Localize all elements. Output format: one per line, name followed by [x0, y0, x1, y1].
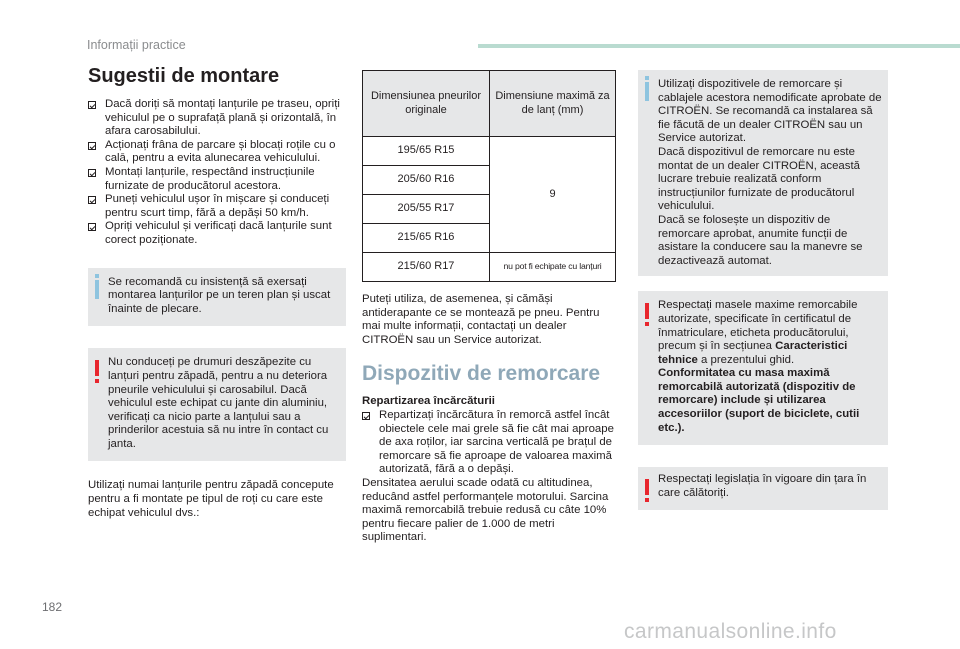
list-item: Puneți vehiculul ușor în mișcare și conduceți pentru scurt timp, fără a depăși 50 km/h. — [88, 193, 346, 220]
warning-note: Respectați legislația în vigoare din țara în care călătoriți. — [638, 467, 888, 510]
checkbox-bullet-icon — [88, 196, 96, 204]
mass-compliance-statement: Conformitatea cu masa maximă remorcabilă autorizată (dispozitiv de remorcare) include și utilizarea accesoriilor (suport de biciclete, cutii etc.). — [658, 367, 860, 434]
header-rule — [478, 44, 960, 48]
column-header-link-size: Dimensiune maximă za de lanț (mm) — [490, 71, 616, 137]
tire-size-cell: 215/65 R16 — [363, 224, 490, 253]
watermark: carmanualsonline.info — [624, 620, 837, 643]
left-column — [88, 64, 346, 520]
info-icon — [645, 82, 649, 101]
info-note: Se recomandă cu insistență să exersați montarea lanțurilor pe un teren plan și uscat înainte de plecare. — [88, 268, 346, 327]
max-link-size-cell: 9 — [490, 137, 616, 253]
table-row — [363, 253, 616, 282]
tire-size-cell: 205/60 R16 — [363, 166, 490, 195]
list-item: Acționați frâna de parcare și blocați roțile cu o calā, pentru a evita alunecarea vehiculului. — [88, 139, 346, 166]
warning-note: Respectați masele maxime remorcabile autorizate, specificate în certificatul de înmatriculare, eticheta producătorului, precum și în secțiunea Caracteristici tehnice a prezentului ghid. Conformitatea cu masa maximă remorcabilă autorizată (dispozitiv de remorcare) include și utilizarea accesoriilor (suport de biciclete, cutii etc.). — [638, 291, 888, 445]
checkbox-bullet-icon — [362, 412, 370, 420]
column-header-tire-size: Dimensiunea pneurilor originale — [363, 71, 490, 137]
page-number: 182 — [42, 600, 63, 614]
no-chains-cell: nu pot fi echipate cu lanțuri — [490, 253, 616, 282]
section-header-label: Informații practice — [87, 38, 186, 52]
info-icon — [95, 280, 99, 299]
load-steps-list — [362, 409, 618, 477]
snow-socks-paragraph: Puteți utiliza, de asemenea, și cămăși antiderapante ce se montează pe pneu. Pentru mai multe informații, contactați un dealer CITROËN sau un Service autorizat. — [362, 293, 600, 346]
checkbox-bullet-icon — [88, 142, 96, 150]
list-item: Opriți vehiculul și verificați dacă lanțurile sunt corect poziționate. — [88, 220, 346, 247]
compatible-chains-paragraph: Utilizați numai lanțurile pentru zăpadă concepute pentru a fi montate pe tipul de roți cu care este echipat vehiculul dvs.: — [88, 479, 334, 519]
warning-icon — [645, 303, 649, 319]
warning-icon — [645, 479, 649, 495]
list-item: Montați lanțurile, respectând instrucțiunile furnizate de producătorul acestora. — [88, 166, 346, 193]
chain-size-table — [362, 70, 616, 282]
table-header-row — [363, 71, 616, 137]
tire-size-cell: 215/60 R17 — [363, 253, 490, 282]
checkbox-bullet-icon — [88, 101, 96, 109]
right-column — [638, 70, 888, 510]
table-row — [363, 137, 616, 166]
tire-size-cell: 195/65 R15 — [363, 137, 490, 166]
info-note: Utilizați dispozitivele de remorcare și cablajele acestora nemodificate aprobate de CITROËN. Se recomandă ca instalarea să fie făcută de un dealer CITROËN sau un Service autorizat. Dacă dispozitivul de remorcare nu este montat de un dealer CITROËN, această lucrare trebuie realizată conform instrucțiunilor furnizate de producătorul vehiculului. Dacă se folosește un dispozitiv de remorcare aprobat, anumite funcții de asistare la conducere sau la manevre se dezactivează automat. — [638, 70, 888, 276]
mounting-steps-list — [88, 98, 346, 248]
checkbox-bullet-icon — [88, 169, 96, 177]
load-distribution-subtitle: Repartizarea încărcăturii — [362, 395, 495, 408]
technical-section-reference: Caracteristici tehnice — [658, 340, 848, 366]
tire-size-cell: 205/55 R17 — [363, 195, 490, 224]
middle-column — [362, 70, 618, 545]
towing-section-title: Dispozitiv de remorcare — [362, 362, 601, 386]
warning-icon — [95, 360, 99, 376]
warning-note: Nu conduceți pe drumuri deszăpezite cu lanțuri pentru zăpadă, pentru a nu deteriora pneurile vehiculului și carosabilul. Dacă vehiculul este echipat cu jante din aluminiu, verificați ca nicio parte a lanțului sau a prinderilor acestuia să nu intre în contact cu janta. — [88, 348, 346, 461]
list-item: Dacă doriți să montați lanțurile pe traseu, opriți vehiculul pe o suprafață plană și orizontală, în afara carosabilului. — [88, 98, 346, 139]
list-item: Repartizați încărcătura în remorcă astfel încât obiectele cele mai grele să fie cât mai aproape de axa roților, iar sarcina verticală pe brațul de remorcare să fie aproape de valoarea maximă autorizată, fără a o depăși. — [362, 409, 618, 477]
altitude-paragraph: Densitatea aerului scade odată cu altitudinea, reducând astfel performanțele motorului. Sarcina maximă remorcabilă trebuie redusă cu câte 10% pentru fiecare palier de 1.000 de metri suplimentari. — [362, 476, 609, 544]
checkbox-bullet-icon — [88, 223, 96, 231]
section-title: Sugestii de montare — [88, 65, 280, 87]
